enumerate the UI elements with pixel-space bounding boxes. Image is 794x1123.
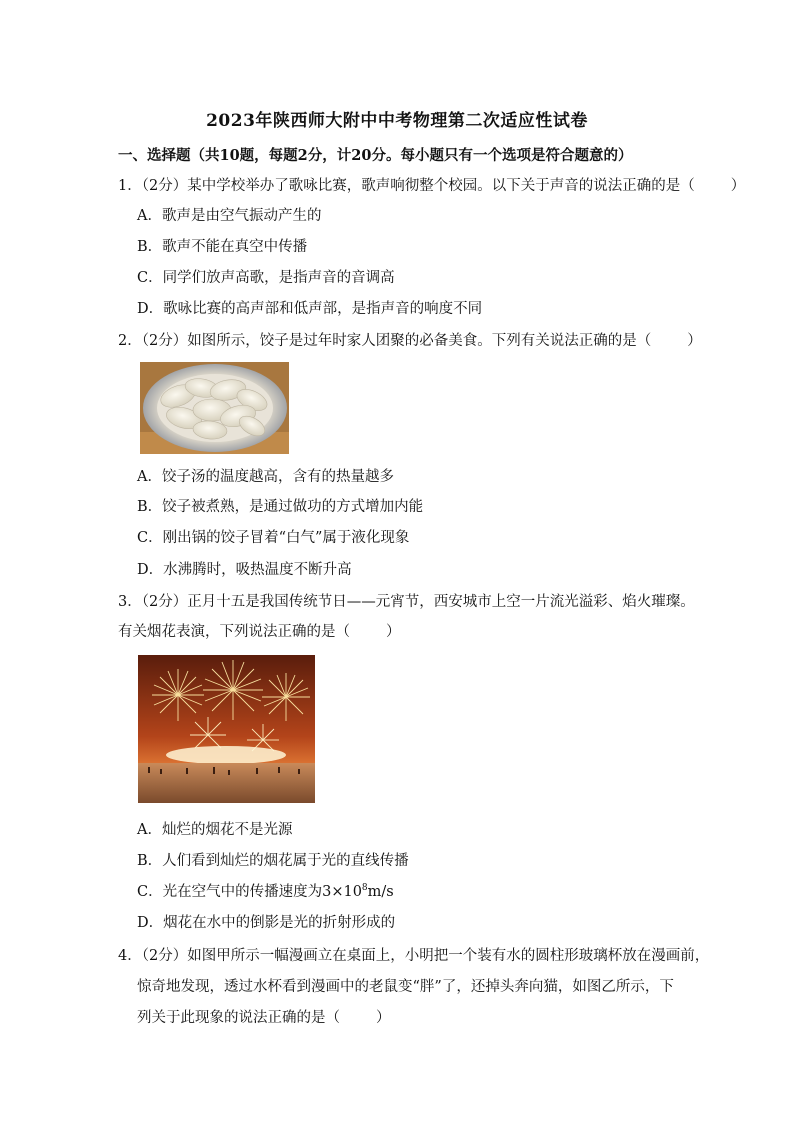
question-2-option-b: B．饺子被煮熟，是通过做功的方式增加内能 [137, 499, 424, 515]
question-2-option-d: D．水沸腾时，吸热温度不断升高 [137, 562, 352, 578]
question-3-stem-line2: 有关烟花表演，下列说法正确的是（ ） [118, 624, 401, 640]
question-4-stem: 4．（2分）如图甲所示一幅漫画立在桌面上，小明把一个装有水的圆柱形玻璃杯放在漫画前， [118, 948, 710, 964]
question-1-stem: 1．（2分）某中学校举办了歌咏比赛，歌声响彻整个校园。以下关于声音的说法正确的是（ ） [118, 178, 746, 194]
page-title: 2023年陕西师大附中中考物理第二次适应性试卷 [206, 111, 588, 131]
question-3-option-d: D．烟花在水中的倒影是光的折射形成的 [137, 915, 396, 931]
question-3-option-a: A．灿烂的烟花不是光源 [137, 822, 293, 838]
question-1-option-a: A．歌声是由空气振动产生的 [137, 208, 322, 224]
question-1-option-b: B．歌声不能在真空中传播 [137, 239, 308, 255]
question-3-option-c: C．光在空气中的传播速度为$3\times 10^8m/s$ [137, 883, 394, 900]
question-3-option-b: B．人们看到灿烂的烟花属于光的直线传播 [137, 853, 409, 869]
question-2-option-a: A．饺子汤的温度越高，含有的热量越多 [137, 469, 394, 485]
fireworks-image [138, 655, 315, 803]
question-4-stem-line2: 惊奇地发现，透过水杯看到漫画中的老鼠变“胖”了，还掉头奔向猫，如图乙所示，下 [137, 979, 674, 995]
question-2-stem: 2．（2分）如图所示，饺子是过年时家人团聚的必备美食。下列有关说法正确的是（ ） [118, 333, 702, 349]
section-heading: 一、选择题（共10题，每题2分，计20分。每小题只有一个选项是符合题意的） [118, 147, 633, 164]
question-3-stem: 3．（2分）正月十五是我国传统节日——元宵节，西安城市上空一片流光溢彩、焰火璀璨。 [118, 594, 695, 610]
dumplings-image [140, 362, 289, 454]
question-2-option-c: C．刚出锅的饺子冒着“白气”属于液化现象 [137, 530, 410, 546]
question-1-option-c: C．同学们放声高歌，是指声音的音调高 [137, 270, 395, 286]
question-4-stem-line3: 列关于此现象的说法正确的是（ ） [137, 1010, 391, 1026]
question-1-option-d: D．歌咏比赛的高声部和低声部，是指声音的响度不同 [137, 301, 483, 317]
